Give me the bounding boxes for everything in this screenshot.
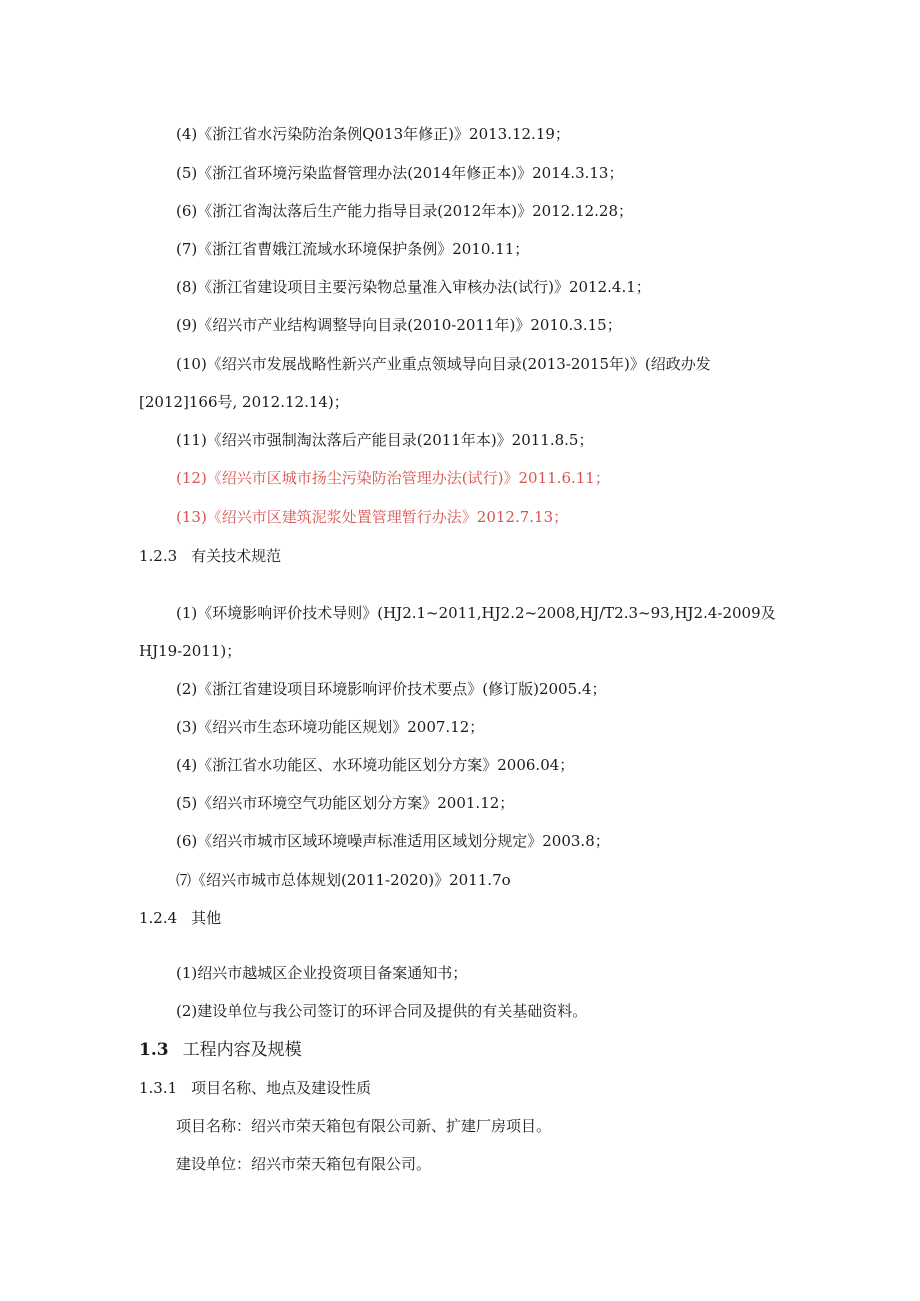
list-item: (5)《浙江省环境污染监督管理办法(2014年修正本)》2014.3.13； (176, 164, 624, 182)
section-heading-1-3 (139, 1040, 302, 1060)
list-item: (4)《浙江省水污染防治条例Q013年修正)》2013.12.19； (176, 125, 570, 143)
list-item: (5)《绍兴市环境空气功能区划分方案》2001.12； (176, 794, 515, 812)
list-item: (1)绍兴市越城区企业投资项目备案通知书； (176, 964, 468, 982)
list-item-highlighted: (13)《绍兴市区建筑泥浆处置管理暂行办法》2012.7.13； (176, 508, 569, 526)
list-item-continuation: HJ19-2011)； (139, 642, 242, 660)
list-item: (8)《浙江省建设项目主要污染物总量准入审核办法(试行)》2012.4.1； (176, 278, 651, 296)
section-title: 其他 (191, 909, 222, 927)
list-item: (7)《浙江省曹娥江流域水环境保护条例》2010.11； (176, 240, 530, 258)
list-item: ⑺《绍兴市城市总体规划(2011-2020)》2011.7o (176, 871, 511, 889)
section-heading-1-3-1 (139, 1078, 371, 1098)
section-title: 项目名称、地点及建设性质 (191, 1079, 372, 1097)
list-item: (6)《绍兴市城市区域环境噪声标准适用区域划分规定》2003.8； (176, 832, 610, 850)
list-item: (3)《绍兴市生态环境功能区规划》2007.12； (176, 718, 485, 736)
list-item-continuation: [2012]166号, 2012.12.14)； (139, 393, 349, 411)
list-item: (2)《浙江省建设项目环境影响评价技术要点》(修订版)2005.4； (176, 680, 607, 698)
section-number: 1.2.4 (139, 909, 178, 927)
section-number: 1.3.1 (139, 1079, 178, 1097)
section-title: 有关技术规范 (191, 547, 282, 565)
section-title: 工程内容及规模 (182, 1040, 302, 1060)
section-heading-1-2-4 (139, 908, 221, 928)
list-item: (6)《浙江省淘汰落后生产能力指导目录(2012年本)》2012.12.28； (176, 202, 634, 220)
list-item: (9)《绍兴市产业结构调整导向目录(2010-2011年)》2010.3.15； (176, 316, 622, 334)
section-heading-1-2-3 (139, 546, 281, 566)
list-item: (11)《绍兴市强制淘汰落后产能目录(2011年本)》2011.8.5； (176, 431, 594, 449)
section-number: 1.2.3 (139, 547, 178, 565)
project-name-line: 项目名称：绍兴市荣天箱包有限公司新、扩建厂房项目。 (176, 1117, 552, 1135)
list-item-highlighted: (12)《绍兴市区城市扬尘污染防治管理办法(试行)》2011.6.11； (176, 469, 610, 487)
list-item: (1)《环境影响评价技术导则》(HJ2.1~2011,HJ2.2~2008,HJ/T2.3~93,HJ2.4-2009及 (176, 604, 776, 622)
section-number: 1.3 (139, 1040, 169, 1060)
construction-unit-line: 建设单位：绍兴市荣天箱包有限公司。 (176, 1155, 432, 1173)
list-item: (2)建设单位与我公司签订的环评合同及提供的有关基础资料。 (176, 1002, 588, 1020)
list-item: (4)《浙江省水功能区、水环境功能区划分方案》2006.04； (176, 756, 575, 774)
list-item: (10)《绍兴市发展战略性新兴产业重点领域导向目录(2013-2015年)》(绍政办发 (176, 355, 711, 373)
